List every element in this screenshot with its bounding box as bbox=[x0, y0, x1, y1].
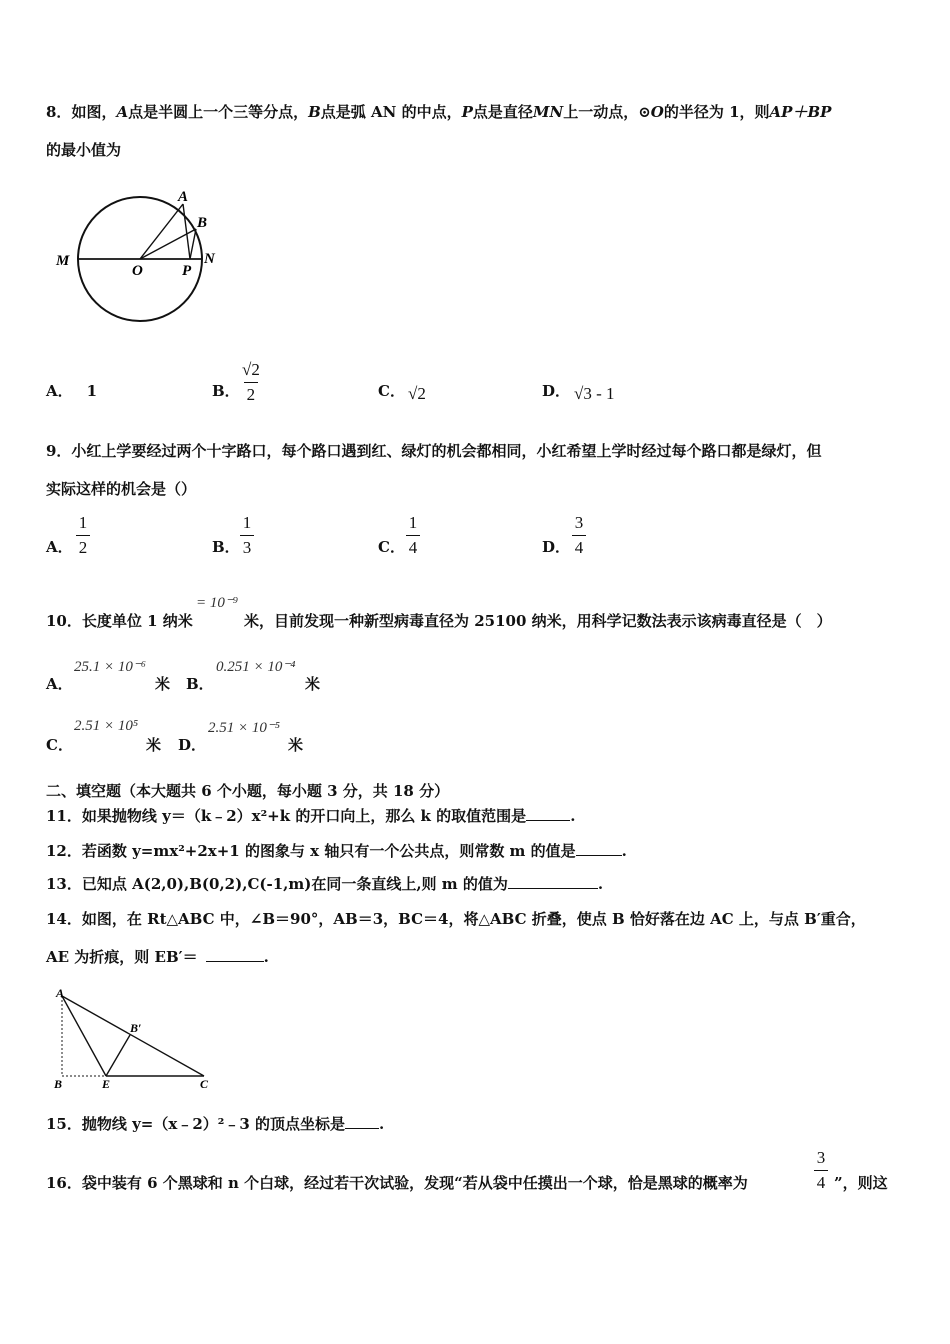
q14-line1: 14．如图，在 Rt△ABC 中，∠B＝90°，AB＝3，BC＝4，将△ABC 折叠，使点 B 恰好落在边 AC 上，与点 B′重合， bbox=[46, 910, 866, 928]
q10-option-a-unit: 米 bbox=[155, 675, 171, 693]
q16-fraction: 3 4 bbox=[814, 1148, 828, 1193]
label-a: A bbox=[56, 986, 65, 1000]
label-n: N bbox=[204, 251, 215, 267]
q8-option-c-value: √2 bbox=[408, 384, 426, 403]
q11-blank[interactable] bbox=[526, 806, 570, 821]
q10-option-b-unit: 米 bbox=[305, 675, 321, 693]
q13: 13．已知点 A(2,0),B(0,2),C(-1,m)在同一条直线上,则 m 的值为 . bbox=[46, 875, 604, 893]
q10-part1: 10．长度单位 1 纳米 bbox=[46, 612, 193, 630]
q9-line1: 9．小红上学要经过两个十字路口，每个路口遇到红、绿灯的机会都相同，小红希望上学时经过每个路口都是绿灯，但 bbox=[46, 442, 822, 460]
q10-option-b-label[interactable]: B． bbox=[186, 675, 214, 693]
q9-option-c-fraction: 1 4 bbox=[406, 513, 420, 558]
label-c: C bbox=[200, 1077, 209, 1091]
q9-option-b-fraction: 1 3 bbox=[240, 513, 254, 558]
q8-line1: 8．如图，A点是半圆上一个三等分点，B点是弧 AN 的中点，P点是直径MN上一动点，⊙O的半径为 1，则AP＋BP bbox=[46, 103, 832, 121]
q10-option-d-label[interactable]: D． bbox=[178, 736, 207, 754]
q10-option-a-label[interactable]: A． bbox=[46, 675, 73, 693]
label-m: M bbox=[56, 253, 70, 269]
q10-option-b-expr: 0.251 × 10⁻⁴ bbox=[216, 659, 296, 675]
q14-blank[interactable] bbox=[206, 947, 264, 962]
q9-option-c-label[interactable]: C． bbox=[378, 538, 405, 556]
q8-option-d-value: √3 - 1 bbox=[574, 384, 615, 403]
label-o: O bbox=[132, 263, 143, 279]
q10-option-c-label[interactable]: C． bbox=[46, 736, 73, 754]
q9-option-b-label[interactable]: B． bbox=[212, 538, 240, 556]
q14-triangle-figure bbox=[48, 984, 218, 1094]
q9-option-d-fraction: 3 4 bbox=[572, 513, 586, 558]
q10-option-c-unit: 米 bbox=[146, 736, 162, 754]
segment-ap bbox=[183, 204, 190, 259]
segment-oa bbox=[140, 204, 183, 259]
q8-circle-figure bbox=[52, 185, 232, 335]
segment-bp bbox=[190, 229, 196, 259]
q8-option-b-fraction: √2 2 bbox=[242, 360, 260, 404]
label-b-prime: B′ bbox=[130, 1021, 142, 1035]
q12-blank[interactable] bbox=[576, 841, 622, 856]
q8-option-a[interactable]: A． 1 bbox=[46, 382, 98, 400]
q8-line2: 的最小值为 bbox=[46, 141, 122, 159]
label-p: P bbox=[182, 263, 192, 279]
segment-eb-prime bbox=[106, 1035, 130, 1076]
q10-option-d-expr: 2.51 × 10⁻⁵ bbox=[208, 720, 281, 736]
section2-heading: 二、填空题（本大题共 6 个小题，每小题 3 分，共 18 分） bbox=[46, 782, 450, 800]
q10-option-d-unit: 米 bbox=[288, 736, 304, 754]
q15: 15．抛物线 y=（x﹣2）²﹣3 的顶点坐标是 . bbox=[46, 1115, 385, 1133]
q10-option-c-expr: 2.51 × 10⁵ bbox=[74, 718, 139, 734]
q16-end: ”，则这 bbox=[834, 1174, 888, 1192]
q12: 12．若函数 y=mx²+2x+1 的图象与 x 轴只有一个公共点，则常数 m 的值是 . bbox=[46, 842, 627, 860]
q15-blank[interactable] bbox=[345, 1114, 379, 1129]
label-b: B bbox=[197, 215, 208, 231]
q13-blank[interactable] bbox=[508, 874, 598, 889]
label-a: A bbox=[178, 189, 189, 205]
q10-option-a-expr: 25.1 × 10⁻⁶ bbox=[74, 659, 147, 675]
label-e: E bbox=[102, 1077, 111, 1091]
q8-option-c-label[interactable]: C． bbox=[378, 382, 405, 400]
q8-option-d-label[interactable]: D． bbox=[542, 382, 571, 400]
q9-line2: 实际这样的机会是（） bbox=[46, 480, 197, 498]
q16-text: 16．袋中装有 6 个黑球和 n 个白球，经过若干次试验，发现“若从袋中任摸出一个球，恰是黑球的概率为 bbox=[46, 1174, 748, 1192]
q10-expr: = 10⁻⁹ bbox=[196, 595, 239, 611]
q14-line2: AE 为折痕，则 EB′＝ . bbox=[46, 948, 269, 966]
q8-option-b-label[interactable]: B． bbox=[212, 382, 240, 400]
q9-option-a-fraction: 1 2 bbox=[76, 513, 90, 558]
label-b: B bbox=[54, 1077, 63, 1091]
q9-option-a-label[interactable]: A． bbox=[46, 538, 73, 556]
q11: 11．如果抛物线 y＝（k﹣2）x²+k 的开口向上，那么 k 的取值范围是 . bbox=[46, 807, 576, 825]
q9-option-d-label[interactable]: D． bbox=[542, 538, 571, 556]
q10-part2: 米，目前发现一种新型病毒直径为 25100 纳米，用科学记数法表示该病毒直径是（ ） bbox=[244, 612, 832, 630]
